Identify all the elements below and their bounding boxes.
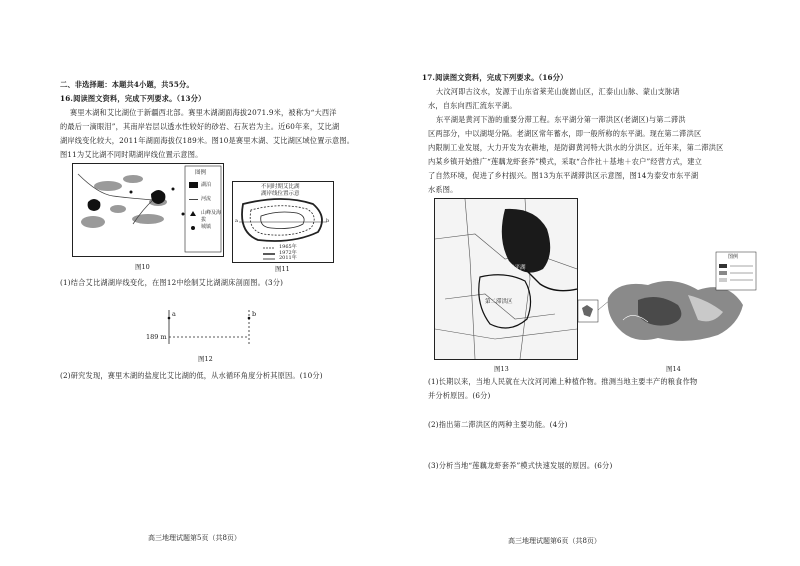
figure-11-shoreline: [232, 181, 334, 263]
right-page-footer: 高三地理试题第6页（共8页）: [508, 537, 601, 545]
figure-12-profile-axes: [150, 306, 260, 348]
q16-part-1: (1)结合艾比湖湖岸线变化，在图12中绘制艾比湖湖床剖面图。(3分): [60, 278, 284, 287]
q17-part-1: (1)长期以来，当地人民就在大汶河河滩上种植作物。推测当地主要丰产的粮食作物: [428, 377, 698, 386]
figure-14-legend-title: 图例: [728, 254, 739, 260]
section-title: 二、非选择题：本题共4小题，共55分。: [60, 80, 194, 89]
q17-paragraph-line-3: 东平湖是黄河下游的重要分滞工程。东平湖分第一滞洪区(老湖区)与第二滞洪: [436, 115, 686, 124]
figure-14-map-drawing: [578, 250, 758, 360]
figure-12-altitude-label: 189 m: [146, 333, 167, 341]
figure-10-legend-item-town: 城镇: [201, 224, 212, 230]
left-page-footer: 高三地理试题第5页（共8页）: [148, 534, 241, 542]
q16-intro: 16.阅读图文资料，完成下列要求。（13分）: [60, 94, 206, 103]
q17-paragraph-line-5: 内限制工业发展，大力开发为农耕地，是防御黄河特大洪水的分洪区。近年来，第二滞洪区: [428, 143, 724, 152]
figure-10-legend-town-icon: [191, 226, 195, 230]
figure-10-legend-item-peak: 山峰及海拔: [201, 210, 222, 223]
figure-11-legend-1972: 1972年: [279, 250, 297, 256]
figure-11-legend-2011: 2011年: [279, 255, 297, 261]
figure-13-caption: 图13: [494, 365, 509, 373]
figure-10-legend-lake-swatch: [189, 182, 198, 188]
figure-12-point-b: b: [252, 310, 257, 318]
figure-10-legend-title: 图例: [195, 170, 207, 176]
q17-paragraph-line-2: 水，自东向西汇流东平湖。: [428, 101, 517, 110]
q17-paragraph-line-8: 水系图。: [428, 185, 458, 194]
q16-part-2: (2)研究发现，赛里木湖的盐度比艾比湖的低，从水循环角度分析其原因。(10分): [60, 371, 323, 380]
q17-paragraph-line-1: 大汶河即古汶水，发源于山东省莱芜山旋崮山区，汇泰山山脉、蒙山支脉诸: [436, 87, 680, 96]
q16-paragraph-line-3: 湖岸线变化较大，2011年湖面海拔仅189米。图10是赛里木湖、艾比湖区域位置示意图。: [60, 136, 355, 145]
figure-13-map: [434, 198, 578, 360]
figure-14-caption: 图14: [666, 365, 681, 373]
figure-11-point-a: a: [235, 218, 238, 224]
figure-10-caption: 图10: [135, 263, 150, 271]
figure-10-map: [72, 163, 224, 257]
figure-12-caption: 图12: [198, 355, 213, 363]
figure-10-legend-peak-icon: [190, 211, 196, 216]
figure-11-point-b: b: [326, 218, 330, 224]
figure-11-legend-1965: 1965年: [279, 244, 297, 250]
q17-part-2: (2)指出第二滞洪区的两种主要功能。(4分): [428, 420, 568, 429]
figure-12-point-a: a: [172, 310, 176, 318]
q17-paragraph-line-4: 区两部分，中以湖堤分隔。老湖区常年蓄水，即一般所称的东平湖。现在第二滞洪区: [428, 129, 702, 138]
q16-paragraph-line-1: 赛里木湖和艾比湖位于新疆西北部。赛里木湖湖面海拔2071.9米，被称为“大西洋: [70, 108, 337, 117]
figure-10-legend-item-lake: 湖泊: [201, 182, 212, 188]
q17-paragraph-line-7: 了自然环境，促进了乡村振兴。图13为东平湖滞洪区示意图，图14为泰安市东平湖: [428, 171, 699, 180]
q16-paragraph-line-4: 图11为艾比湖不同时期湖岸线位置示意图。: [60, 150, 203, 159]
q17-paragraph-line-6: 内某乡镇开始推广“莲藕龙虾套养”模式，采取“合作社＋基地＋农户”经营方式，建立: [428, 157, 703, 166]
q16-paragraph-line-2: 的最后一滴眼泪”，其南岸岩层以透水性较好的砂岩、石灰岩为主。近60年来，艾比湖: [60, 122, 340, 131]
figure-11-title-line-1: 不同时期艾比湖: [261, 184, 300, 190]
figure-11-caption: 图11: [275, 265, 290, 273]
figure-13-label-second-zone: 第二滞洪区: [485, 299, 513, 305]
q17-part-1-continued: 并分析原因。(6分): [428, 391, 491, 400]
figure-13-label-lake: 东平湖: [509, 265, 526, 271]
figure-13-map-drawing: [435, 199, 577, 359]
q17-part-3: (3)分析当地“莲藕龙虾套养”模式快速发展的原因。(6分): [428, 461, 613, 470]
figure-11-title-line-2: 湖岸线位置示意: [261, 191, 300, 197]
figure-10-legend-river-swatch: [189, 199, 198, 200]
figure-14-map: [578, 250, 758, 360]
q17-intro: 17.阅读图文资料，完成下列要求。（16分）: [422, 73, 568, 82]
right-page: [400, 0, 800, 566]
figure-10-legend-item-river: 河流: [201, 196, 212, 202]
